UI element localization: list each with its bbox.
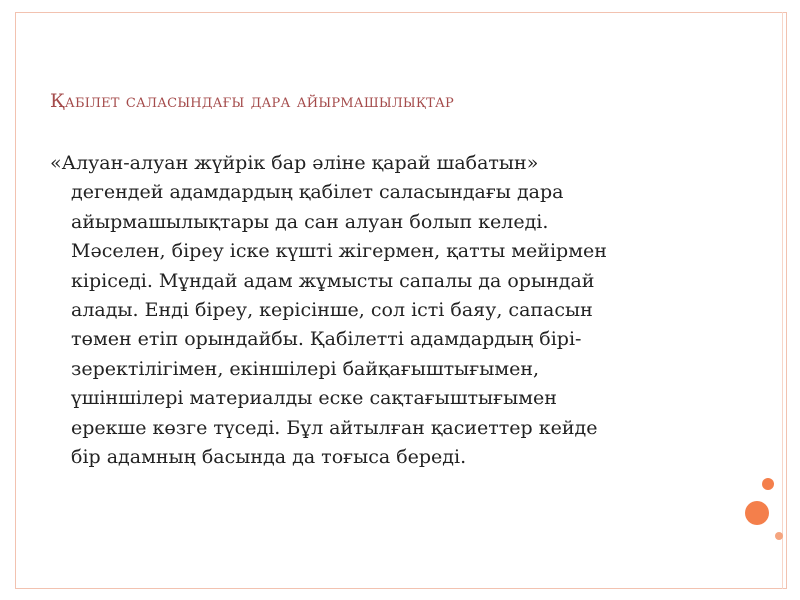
- frame-right-line: [786, 12, 787, 589]
- decorative-circle-icon-top: [762, 478, 774, 490]
- decorative-circle-icon-large: [745, 501, 769, 525]
- frame-top-line: [15, 12, 787, 13]
- body-line: «Алуан-алуан жүйрік бар әліне қарай шабатын»: [50, 152, 539, 174]
- slide-body-text: [50, 149, 715, 472]
- body-line: кіріседі. Мұндай адам жұмысты сапалы да орындай: [71, 269, 595, 292]
- frame-bottom-line: [15, 588, 787, 589]
- slide-title: Қабілет саласындағы дара айырмашылықтар: [50, 90, 455, 112]
- body-line: зеректілігімен, екіншілері байқағыштығымен,: [71, 357, 540, 380]
- body-line: дегендей адамдардың қабілет саласындағы дара: [71, 181, 564, 204]
- body-line: ерекше көзге түседі. Бұл айтылған қасиеттер кейде: [71, 416, 598, 439]
- body-line: үшіншілері материалды еске сақтағыштығымен: [71, 387, 557, 410]
- body-line: Мәселен, біреу іске күшті жігермен, қатты мейірмен: [71, 240, 607, 263]
- frame-left-line: [15, 12, 16, 589]
- decorative-circle-icon-small: [775, 532, 783, 540]
- body-line: алады. Енді біреу, керісінше, сол істі баяу, сапасын: [71, 299, 593, 322]
- body-line: төмен етіп орындайбы. Қабілетті адамдардың бірі-: [71, 328, 582, 351]
- body-line: айырмашылықтары да сан алуан болып келеді.: [71, 210, 549, 233]
- frame-inner-right-line: [782, 12, 783, 589]
- body-line: бір адамның басында да тоғыса береді.: [71, 446, 467, 469]
